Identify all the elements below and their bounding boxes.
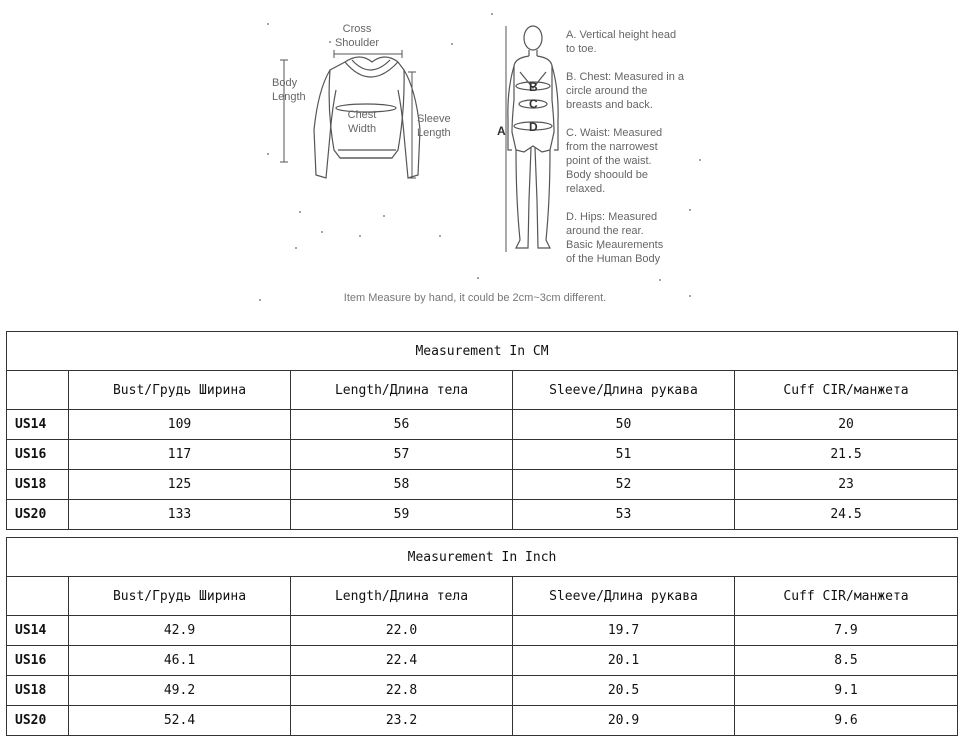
letter-a: A <box>497 124 506 138</box>
size-cell: US20 <box>7 500 69 530</box>
measure-note: Item Measure by hand, it could be 2cm~3cm different. <box>343 292 607 304</box>
size-cell: US16 <box>7 440 69 470</box>
table-cell: 56 <box>291 410 513 440</box>
table-row <box>7 706 958 736</box>
letter-d: D <box>529 120 538 134</box>
table-row <box>7 410 958 440</box>
diagram-drawing <box>0 0 962 330</box>
description-a: A. Vertical height head to toe. <box>566 29 677 55</box>
table-inch-title: Measurement In Inch <box>7 538 958 577</box>
table-row <box>7 470 958 500</box>
description-b: B. Chest: Measured in a circle around the breasts and back. <box>566 71 685 111</box>
table-cell: 52 <box>513 470 735 500</box>
table-cell: 20.9 <box>513 706 735 736</box>
size-cell: US20 <box>7 706 69 736</box>
size-cell: US14 <box>7 410 69 440</box>
size-cell: US16 <box>7 646 69 676</box>
header-cell: Sleeve/Длина рукава <box>513 371 735 410</box>
measurement-table-inch <box>6 537 958 736</box>
letter-c: C <box>529 97 538 111</box>
table-row <box>7 616 958 646</box>
table-cm-title: Measurement In CM <box>7 332 958 371</box>
body-figure-illustration <box>508 26 558 248</box>
description-c: C. Waist: Measured from the narrowest point of the waist. Body shoould be relaxed. <box>566 127 663 195</box>
table-cell: 57 <box>291 440 513 470</box>
description-d: D. Hips: Measured around the rear. Basic Meaurements of the Human Body <box>566 211 664 265</box>
measurement-table-cm <box>6 331 958 530</box>
header-cell <box>7 577 69 616</box>
table-cell: 59 <box>291 500 513 530</box>
table-cell: 133 <box>69 500 291 530</box>
table-cell: 21.5 <box>735 440 958 470</box>
table-cell: 53 <box>513 500 735 530</box>
body-length-label: Body Length <box>272 77 306 103</box>
table-cell: 23.2 <box>291 706 513 736</box>
header-cell: Bust/Грудь Ширина <box>69 577 291 616</box>
header-cell <box>7 371 69 410</box>
sleeve-length-label: Sleeve Length <box>417 113 451 139</box>
table-cell: 49.2 <box>69 676 291 706</box>
table-row <box>7 440 958 470</box>
header-cell: Length/Длина тела <box>291 577 513 616</box>
size-cell: US14 <box>7 616 69 646</box>
table-cell: 22.8 <box>291 676 513 706</box>
table-cell: 24.5 <box>735 500 958 530</box>
header-cell: Sleeve/Длина рукава <box>513 577 735 616</box>
table-cell: 22.4 <box>291 646 513 676</box>
table-cell: 8.5 <box>735 646 958 676</box>
table-cell: 9.1 <box>735 676 958 706</box>
header-cell: Cuff CIR/манжета <box>735 371 958 410</box>
table-cell: 58 <box>291 470 513 500</box>
header-cell: Length/Длина тела <box>291 371 513 410</box>
size-cell: US18 <box>7 470 69 500</box>
table-cell: 20.1 <box>513 646 735 676</box>
measurement-diagram <box>0 0 962 330</box>
table-cell: 20.5 <box>513 676 735 706</box>
header-cell: Bust/Грудь Ширина <box>69 371 291 410</box>
table-cell: 19.7 <box>513 616 735 646</box>
chest-width-label: Chest Width <box>347 109 377 135</box>
table-cell: 46.1 <box>69 646 291 676</box>
header-cell: Cuff CIR/манжета <box>735 577 958 616</box>
cross-shoulder-label: Cross Shoulder <box>334 23 380 49</box>
table-cell: 20 <box>735 410 958 440</box>
table-cell: 51 <box>513 440 735 470</box>
table-row <box>7 646 958 676</box>
table-cell: 9.6 <box>735 706 958 736</box>
table-cell: 125 <box>69 470 291 500</box>
table-cell: 50 <box>513 410 735 440</box>
table-cell: 22.0 <box>291 616 513 646</box>
table-cell: 42.9 <box>69 616 291 646</box>
table-cell: 109 <box>69 410 291 440</box>
table-cell: 7.9 <box>735 616 958 646</box>
table-cell: 52.4 <box>69 706 291 736</box>
table-row <box>7 676 958 706</box>
table-cell: 117 <box>69 440 291 470</box>
table-cell: 23 <box>735 470 958 500</box>
letter-b: B <box>529 80 538 94</box>
table-row <box>7 500 958 530</box>
size-cell: US18 <box>7 676 69 706</box>
